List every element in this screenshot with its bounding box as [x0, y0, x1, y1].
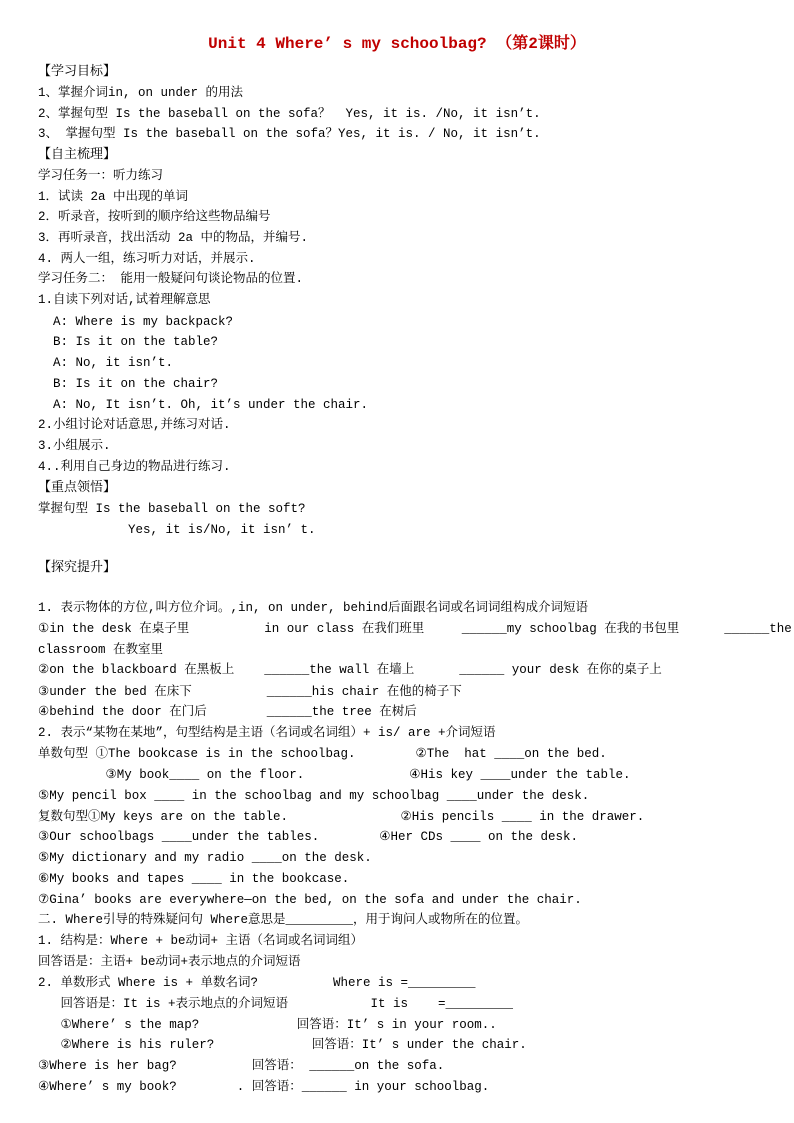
- objective-3: 3、 掌握句型 Is the baseball on the sofa？Yes, it is. / No, it isn’t.: [38, 127, 541, 141]
- section-heading-explore: 【探究提升】: [38, 560, 117, 575]
- phrase-row-continued: classroom 在教室里: [38, 643, 164, 657]
- section-heading-objectives: 【学习目标】: [38, 64, 117, 79]
- where-question-intro: 二. Where引导的特殊疑问句 Where意思是_________，用于询问人或物所在的位置。: [38, 913, 529, 927]
- phrase-row: ②on the blackboard 在黑板上 ______the wall 在墙上 ______ your desk 在你的桌子上: [38, 663, 662, 677]
- plural-exercise-row: 复数句型①My keys are on the table. ②His pencils ____ in the drawer.: [38, 810, 645, 824]
- dialogue-line: A: No, It isn’t. Oh, it’s under the chair.: [38, 398, 369, 412]
- dialogue-line: B: Is it on the chair?: [38, 377, 219, 391]
- explore-point-2: 2. 表示“某物在某地”，句型结构是主语（名词或名词组）+ is/ are +介词短语: [38, 726, 496, 740]
- task-2-step-1: 1.自读下列对话,试着理解意思: [38, 293, 211, 307]
- task-2-step-2: 2.小组讨论对话意思,并练习对话.: [38, 418, 231, 432]
- task-2-step-4: 4..利用自己身边的物品进行练习.: [38, 460, 231, 474]
- task-1-step-4: 4. 两人一组，练习听力对话，并展示.: [38, 252, 256, 266]
- where-exercise-row: ④Where’ s my book? . 回答语：______ in your schoolbag.: [38, 1080, 490, 1094]
- plural-exercise-row: ③Our schoolbags ____under the tables. ④Her CDs ____ on the desk.: [38, 830, 578, 844]
- task-2-step-3: 3.小组展示.: [38, 439, 111, 453]
- where-structure: 1. 结构是：Where + be动词+ 主语（名词或名词词组）: [38, 934, 364, 948]
- plural-exercise-row: ⑤My dictionary and my radio ____on the desk.: [38, 851, 372, 865]
- dialogue-line: A: Where is my backpack?: [38, 315, 234, 329]
- task-1-step-2: 2．听录音，按听到的顺序给这些物品编号: [38, 210, 271, 224]
- page-title: Unit 4 Where’ s my schoolbag? （第2课时）: [208, 35, 586, 53]
- where-singular-form: 2. 单数形式 Where is + 单数名词? Where is =_________: [38, 976, 476, 990]
- where-answer-structure: 回答语是：主语+ be动词+表示地点的介词短语: [38, 955, 301, 969]
- section-heading-key-points: 【重点领悟】: [38, 480, 117, 495]
- where-exercise-row: ③Where is her bag? 回答语： ______on the sofa.: [38, 1059, 445, 1073]
- where-example-row: ②Where is his ruler? 回答语：It’ s under the chair.: [38, 1038, 527, 1052]
- singular-exercise-row: 单数句型 ①The bookcase is in the schoolbag. ②The hat ____on the bed.: [38, 747, 607, 761]
- task-1-step-1: 1．试读 2a 中出现的单词: [38, 190, 189, 204]
- objective-2: 2、掌握句型 Is the baseball on the sofa？ Yes, it is. /No, it isn’t.: [38, 107, 541, 121]
- task-1-title: 学习任务一：听力练习: [38, 169, 164, 183]
- section-heading-self-study: 【自主梳理】: [38, 147, 117, 162]
- task-1-step-3: 3．再听录音，找出活动 2a 中的物品，并编号.: [38, 231, 309, 245]
- phrase-row: ①in the desk 在桌子里 in our class 在我们班里 ______my schoolbag 在我的书包里 ______the: [38, 622, 792, 636]
- key-pattern-answer: Yes, it is/No, it isn’ t.: [38, 523, 316, 537]
- explore-point-1: 1. 表示物体的方位,叫方位介词。,in, on under, behind后面跟名词或名词词组构成介词短语: [38, 601, 589, 615]
- dialogue-line: B: Is it on the table?: [38, 335, 219, 349]
- singular-exercise-row: ⑤My pencil box ____ in the schoolbag and my schoolbag ____under the desk.: [38, 789, 590, 803]
- where-singular-answer: 回答语是：It is +表示地点的介词短语 It is =_________: [38, 997, 514, 1011]
- objective-1: 1、掌握介词in, on under 的用法: [38, 86, 244, 100]
- singular-exercise-row: ③My book____ on the floor. ④His key ____under the table.: [38, 768, 631, 782]
- plural-exercise-row: ⑥My books and tapes ____ in the bookcase.: [38, 872, 350, 886]
- key-pattern: 掌握句型 Is the baseball on the soft?: [38, 502, 306, 516]
- where-example-row: ①Where’ s the map? 回答语：It’ s in your room..: [38, 1018, 497, 1032]
- phrase-row: ④behind the door 在门后 ______the tree 在树后: [38, 705, 417, 719]
- plural-exercise-row: ⑦Gina’ books are everywhere—on the bed, on the sofa and under the chair.: [38, 893, 582, 907]
- dialogue-line: A: No, it isn’t.: [38, 356, 174, 370]
- phrase-row: ③under the bed 在床下 ______his chair 在他的椅子下: [38, 685, 462, 699]
- task-2-title: 学习任务二： 能用一般疑问句谈论物品的位置.: [38, 272, 304, 286]
